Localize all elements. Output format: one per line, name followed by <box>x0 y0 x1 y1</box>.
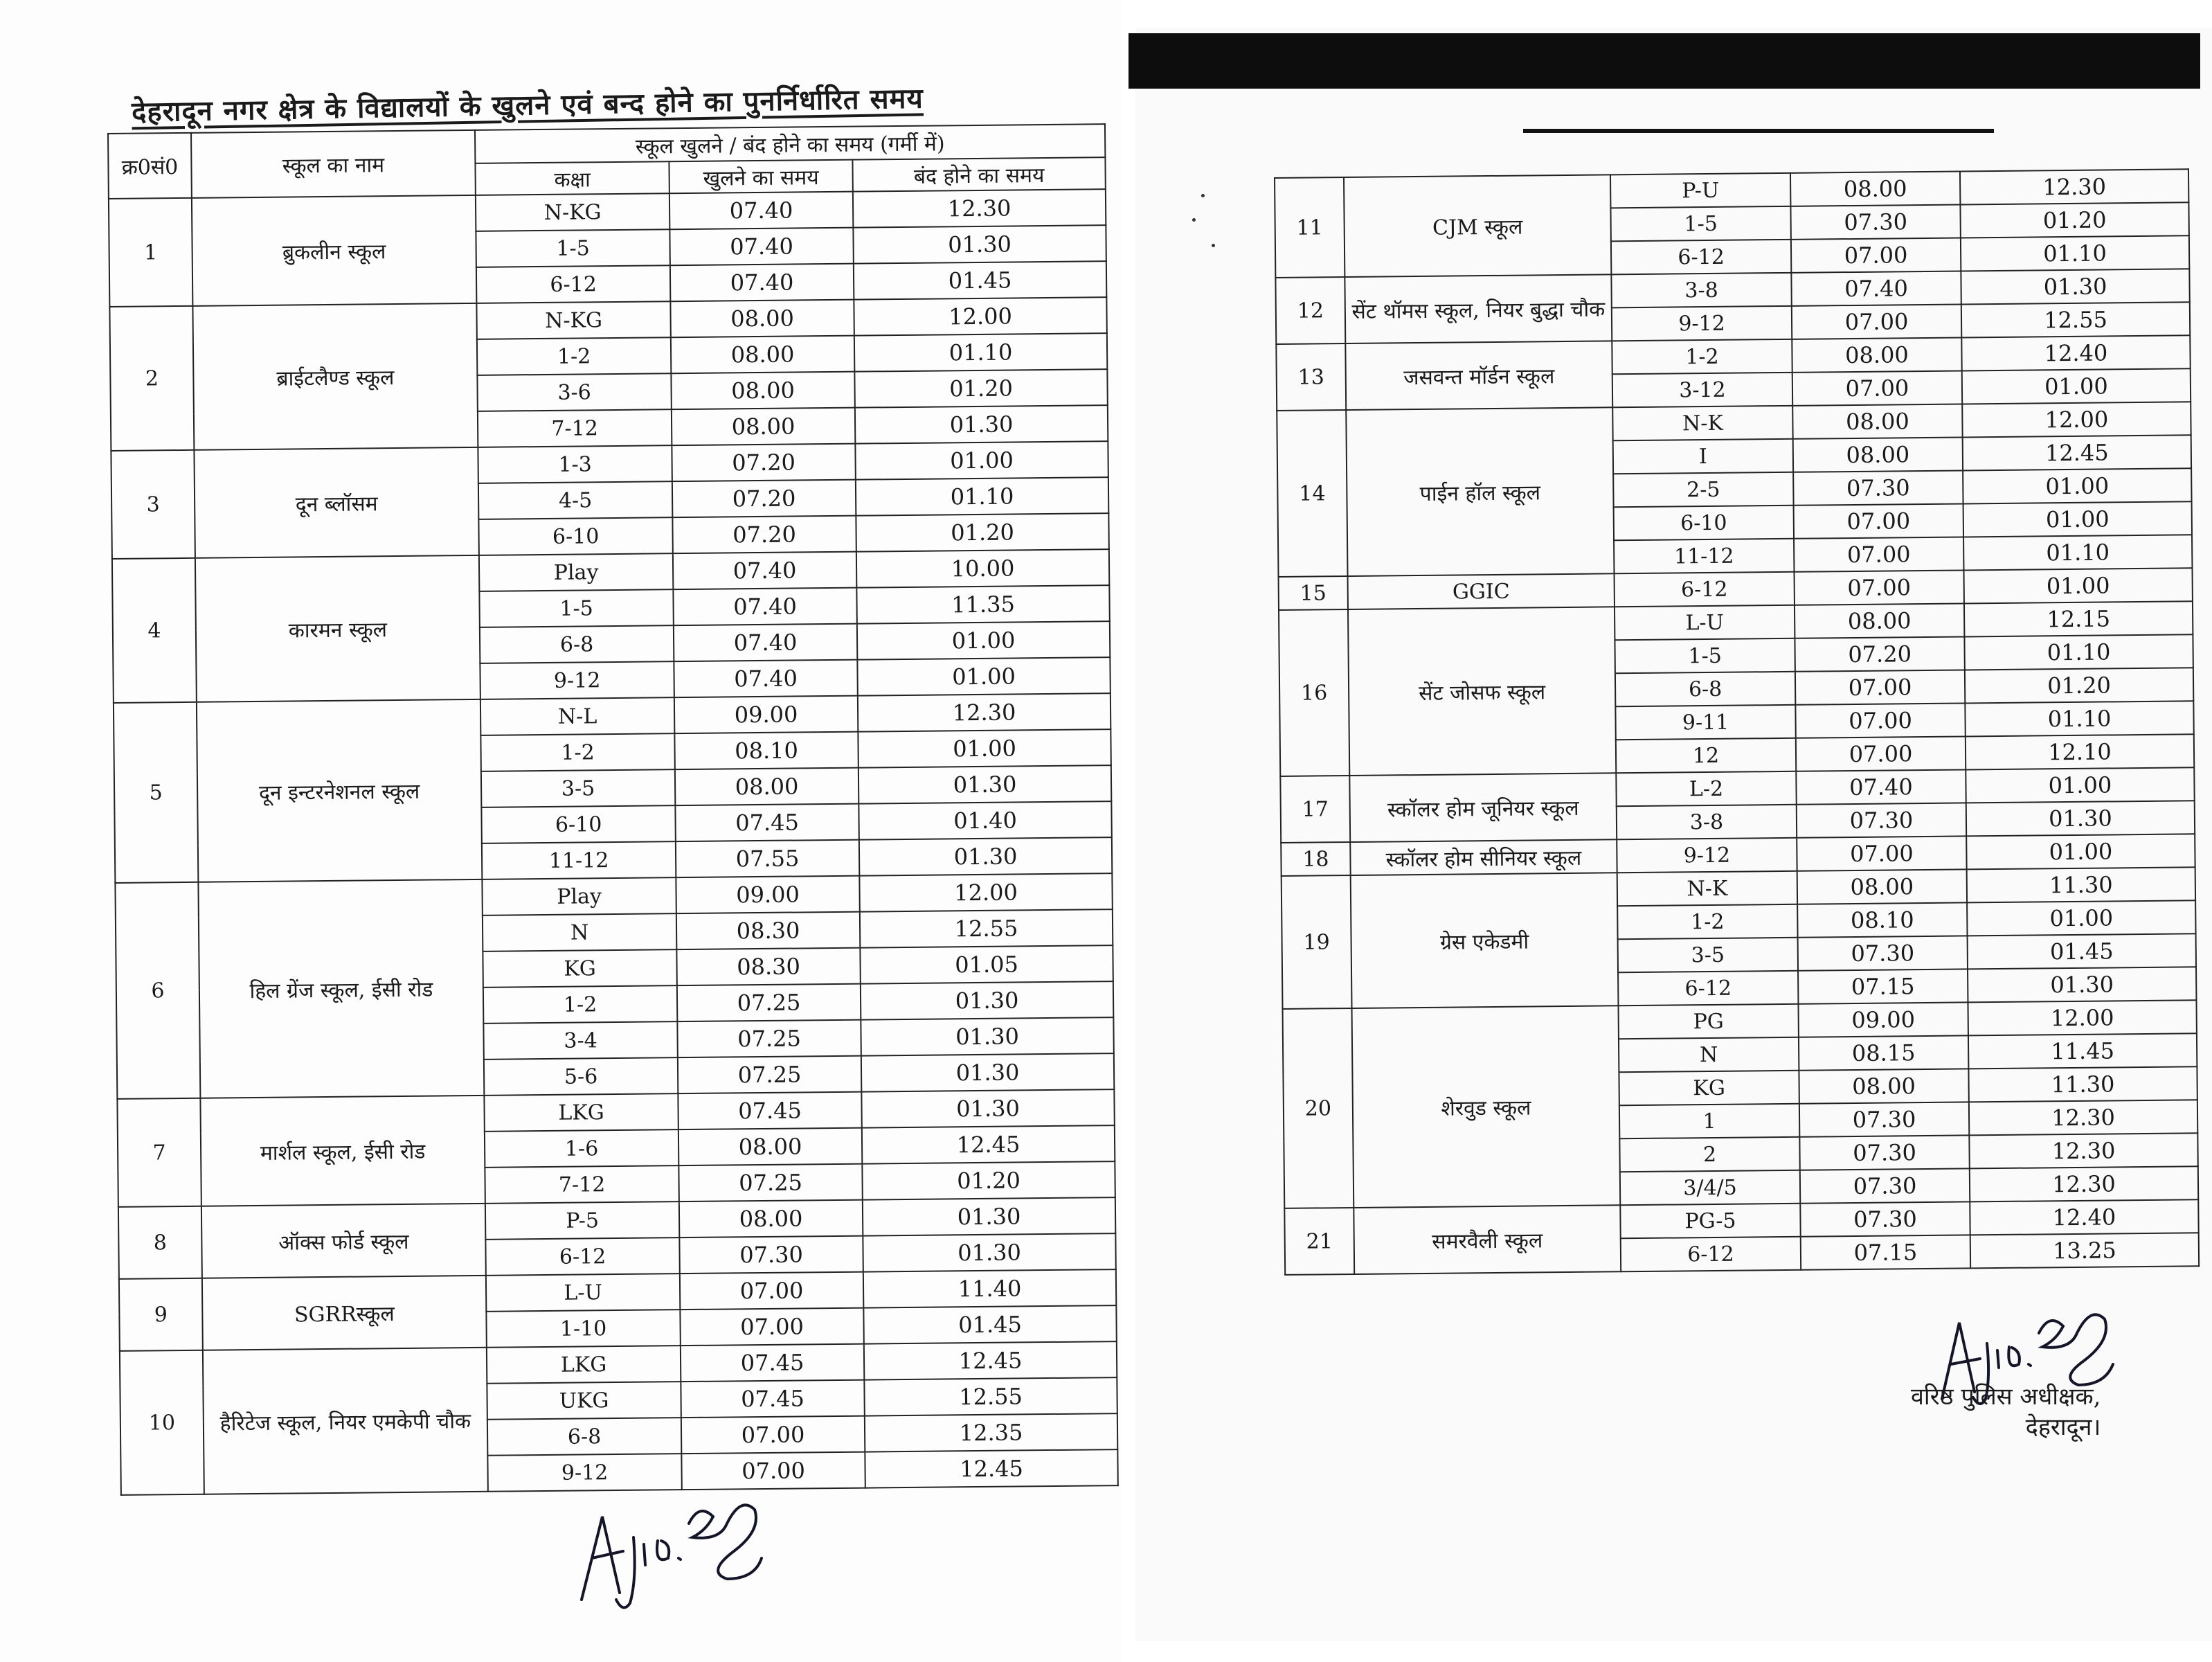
open-time-cell: 07.30 <box>1799 1102 1969 1136</box>
serial-number: 13 <box>1276 343 1346 411</box>
close-time-cell: 01.30 <box>861 1053 1115 1092</box>
serial-number: 6 <box>115 882 200 1099</box>
header-school-name: स्कूल का नाम <box>191 130 476 198</box>
close-time-cell: 01.30 <box>861 981 1114 1020</box>
close-time-cell: 11.40 <box>863 1269 1117 1308</box>
open-time-cell: 07.40 <box>669 228 853 266</box>
serial-number: 1 <box>109 198 192 307</box>
open-time-cell: 07.45 <box>681 1380 864 1418</box>
left-table-body <box>109 189 1118 1495</box>
close-time-cell: 12.55 <box>860 909 1113 948</box>
serial-number: 7 <box>117 1098 201 1207</box>
grade-cell: 9-12 <box>1612 306 1792 341</box>
grade-cell: 6-8 <box>480 625 674 663</box>
open-time-cell: 07.55 <box>676 840 859 878</box>
serial-number: 21 <box>1284 1208 1354 1275</box>
close-time-cell: 12.10 <box>1966 734 2194 769</box>
left-schedule-table <box>107 123 1119 1496</box>
open-time-cell: 07.40 <box>1791 271 1961 305</box>
close-time-cell: 11.30 <box>1967 867 2195 902</box>
close-time-cell: 01.00 <box>1963 468 2191 503</box>
open-time-cell: 07.00 <box>1792 370 1962 405</box>
grade-cell: 6-10 <box>1614 506 1794 540</box>
open-time-cell: 07.30 <box>1793 470 1963 505</box>
grade-cell: 3-8 <box>1611 273 1791 307</box>
grade-cell: 1-5 <box>476 229 669 267</box>
open-time-cell: 07.40 <box>674 624 857 662</box>
serial-number: 12 <box>1275 277 1345 344</box>
grade-cell: 3-8 <box>1617 805 1797 839</box>
close-time-cell: 13.25 <box>1970 1233 2199 1268</box>
grade-cell: N-L <box>480 697 674 735</box>
grade-cell: I <box>1613 439 1793 474</box>
close-time-cell: 12.40 <box>1961 335 2190 370</box>
grade-cell: 9-12 <box>480 661 674 699</box>
open-time-cell: 08.00 <box>679 1200 863 1238</box>
document-title: देहरादून नगर क्षेत्र के विद्यालयों के खुलने एवं बन्द होने का पुनर्निर्धारित समय <box>131 82 924 129</box>
serial-number: 9 <box>119 1278 203 1351</box>
grade-cell: 1-3 <box>478 445 672 483</box>
open-time-cell: 07.45 <box>681 1344 864 1382</box>
grade-cell: L-2 <box>1616 771 1796 806</box>
close-time-cell: 12.35 <box>865 1413 1118 1452</box>
close-time-cell: 01.00 <box>857 657 1111 696</box>
grade-cell: 6-12 <box>1615 572 1795 607</box>
grade-cell: 6-10 <box>478 517 672 555</box>
open-time-cell: 07.30 <box>1790 204 1960 239</box>
close-time-cell: 12.00 <box>859 873 1113 912</box>
close-time-cell: 12.45 <box>865 1449 1118 1488</box>
grade-cell: N <box>1619 1037 1799 1072</box>
close-time-cell: 01.45 <box>1968 933 2196 969</box>
open-time-cell: 08.15 <box>1799 1035 1968 1070</box>
open-time-cell: 08.00 <box>670 300 854 338</box>
open-time-cell: 07.40 <box>669 192 853 230</box>
open-time-cell: 07.25 <box>678 1164 862 1202</box>
close-time-cell: 01.10 <box>1964 634 2193 670</box>
signature-left-graphic <box>568 1475 775 1614</box>
open-time-cell: 07.00 <box>680 1272 863 1310</box>
close-time-cell: 01.10 <box>856 477 1109 516</box>
open-time-cell: 07.00 <box>1796 736 1966 771</box>
grade-cell: N-KG <box>476 301 670 339</box>
open-time-cell: 07.25 <box>678 1056 861 1094</box>
grade-cell: LKG <box>484 1093 678 1132</box>
grade-cell: 6-12 <box>485 1237 679 1276</box>
grade-cell: 7-12 <box>485 1165 678 1204</box>
open-time-cell: 07.30 <box>1797 803 1966 837</box>
open-time-cell: 07.25 <box>677 984 861 1022</box>
open-time-cell: 08.00 <box>678 1128 862 1166</box>
grade-cell: UKG <box>487 1382 681 1420</box>
close-time-cell: 12.30 <box>858 693 1111 732</box>
open-time-cell: 08.00 <box>1799 1069 1968 1103</box>
close-time-cell: 12.30 <box>853 189 1106 228</box>
grade-cell: 5-6 <box>484 1057 678 1096</box>
open-time-cell: 07.00 <box>1795 670 1965 704</box>
open-time-cell: 07.00 <box>1791 238 1961 272</box>
school-name: शेरवुड स्कूल <box>1352 1006 1621 1208</box>
close-time-cell: 01.30 <box>853 225 1106 264</box>
open-time-cell: 07.00 <box>680 1308 863 1346</box>
close-time-cell: 01.00 <box>1963 501 2192 537</box>
close-time-cell: 01.00 <box>857 621 1111 660</box>
scan-speck <box>1201 194 1205 197</box>
grade-cell: 1-2 <box>483 985 677 1024</box>
close-time-cell: 01.00 <box>1966 767 2194 803</box>
close-time-cell: 12.30 <box>1969 1100 2197 1135</box>
grade-cell: 9-11 <box>1615 705 1795 740</box>
header-grade: कक्षा <box>475 161 669 195</box>
header-close-time: बंद होने का समय <box>852 157 1105 192</box>
close-time-cell: 12.55 <box>1961 302 2190 337</box>
header-timing-group: स्कूल खुलने / बंद होने का समय (गर्मी में) <box>475 124 1105 163</box>
school-name: जसवन्त मॉर्डन स्कूल <box>1345 341 1612 410</box>
grade-cell: N-K <box>1612 406 1792 440</box>
close-time-cell: 01.30 <box>861 1017 1114 1056</box>
open-time-cell: 07.00 <box>681 1452 865 1490</box>
school-name: CJM स्कूल <box>1344 175 1611 277</box>
grade-cell: PG-5 <box>1620 1204 1800 1238</box>
close-time-cell: 01.10 <box>854 333 1108 372</box>
grade-cell: 6-12 <box>1618 971 1798 1006</box>
close-time-cell: 12.45 <box>862 1125 1115 1164</box>
close-time-cell: 01.45 <box>863 1305 1117 1344</box>
open-time-cell: 09.00 <box>1798 1002 1968 1037</box>
school-name: सेंट थॉमस स्कूल, नियर बुद्धा चौक <box>1345 274 1612 343</box>
close-time-cell: 01.20 <box>1960 202 2188 238</box>
grade-cell: N-KG <box>476 193 669 231</box>
close-time-cell: 01.40 <box>858 801 1112 840</box>
close-time-cell: 12.30 <box>1960 169 2188 204</box>
grade-cell: Play <box>482 877 676 915</box>
serial-number: 3 <box>111 450 195 559</box>
open-time-cell: 08.30 <box>676 912 860 950</box>
grade-cell: 9-12 <box>1617 838 1797 873</box>
open-time-cell: 09.00 <box>676 876 859 914</box>
open-time-cell: 07.20 <box>672 516 856 554</box>
open-time-cell: 07.30 <box>1800 1168 1970 1203</box>
grade-cell: KG <box>483 949 676 988</box>
open-time-cell: 07.40 <box>673 588 856 626</box>
open-time-cell: 08.00 <box>1793 437 1963 472</box>
school-name: ब्राईटलैण्ड स्कूल <box>192 303 478 450</box>
close-time-cell: 01.20 <box>854 369 1108 408</box>
close-time-cell: 01.20 <box>862 1161 1115 1200</box>
grade-cell: 6-10 <box>481 805 675 843</box>
open-time-cell: 08.00 <box>1790 171 1960 206</box>
grade-cell: 2-5 <box>1613 472 1793 507</box>
open-time-cell: 07.40 <box>673 552 856 590</box>
grade-cell: 3/4/5 <box>1620 1170 1800 1205</box>
open-time-cell: 07.40 <box>1796 769 1966 804</box>
grade-cell: 1-2 <box>477 337 671 375</box>
close-time-cell: 01.05 <box>860 945 1113 984</box>
grade-cell: 6-8 <box>1615 672 1795 706</box>
close-time-cell: 01.10 <box>1961 235 2189 271</box>
close-time-cell: 11.30 <box>1968 1066 2197 1102</box>
grade-cell: 3-6 <box>477 373 671 411</box>
grade-cell: N-K <box>1617 871 1797 906</box>
right-schedule-table <box>1274 168 2200 1276</box>
header-serial: क्र0सं0 <box>108 133 192 199</box>
open-time-cell: 07.20 <box>672 444 855 482</box>
close-time-cell: 01.30 <box>863 1197 1116 1236</box>
open-time-cell: 07.00 <box>1795 703 1965 738</box>
school-name: पाईन हॉल स्कूल <box>1346 407 1614 576</box>
grade-cell: 3-12 <box>1612 373 1792 407</box>
open-time-cell: 08.00 <box>671 372 854 410</box>
close-time-cell: 01.20 <box>1965 668 2193 703</box>
open-time-cell: 08.00 <box>1792 337 1961 372</box>
grade-cell: 6-8 <box>487 1418 681 1456</box>
open-time-cell: 07.00 <box>681 1416 865 1454</box>
open-time-cell: 07.45 <box>678 1092 861 1130</box>
open-time-cell: 08.10 <box>674 732 858 770</box>
designation-title: वरिष्ठ पुलिस अधीक्षक, <box>1911 1383 2101 1411</box>
close-time-cell: 01.30 <box>861 1089 1115 1128</box>
school-name: स्कॉलर होम सीनियर स्कूल <box>1350 839 1617 875</box>
open-time-cell: 08.00 <box>1792 404 1962 438</box>
grade-cell: PG <box>1619 1004 1799 1039</box>
serial-number: 14 <box>1277 410 1347 577</box>
serial-number: 19 <box>1282 875 1352 1009</box>
scan-speck <box>1212 244 1215 247</box>
open-time-cell: 08.00 <box>1795 603 1964 638</box>
grade-cell: 3-4 <box>483 1021 677 1060</box>
close-time-cell: 01.00 <box>1963 568 2192 603</box>
grade-cell: 6-12 <box>476 265 670 303</box>
grade-cell: 1-5 <box>1610 206 1790 241</box>
school-name: स्कॉलर होम जूनियर स्कूल <box>1349 773 1617 842</box>
close-time-cell: 12.30 <box>1969 1133 2197 1168</box>
close-time-cell: 12.00 <box>1968 1000 2196 1035</box>
close-time-cell: 01.30 <box>859 837 1113 876</box>
grade-cell: 11-12 <box>482 841 676 879</box>
open-time-cell: 07.00 <box>1794 503 1963 538</box>
grade-cell: 1-6 <box>485 1129 678 1168</box>
school-name: दून ब्लॉसम <box>194 447 478 558</box>
serial-number: 15 <box>1279 576 1348 610</box>
serial-number: 11 <box>1275 177 1345 278</box>
open-time-cell: 07.00 <box>1792 304 1961 339</box>
close-time-cell: 12.45 <box>1963 435 2191 470</box>
grade-cell: 1-2 <box>480 733 674 771</box>
serial-number: 2 <box>109 306 194 451</box>
serial-number: 17 <box>1280 776 1350 843</box>
grade-cell: P-U <box>1610 173 1790 208</box>
grade-cell: P-5 <box>485 1201 679 1240</box>
open-time-cell: 07.30 <box>1798 936 1968 970</box>
school-name: सेंट जोसफ स्कूल <box>1348 607 1616 776</box>
scan-stray-line <box>1523 129 1994 133</box>
close-time-cell: 01.30 <box>858 765 1112 804</box>
open-time-cell: 08.00 <box>1797 869 1967 904</box>
grade-cell: 1-2 <box>1612 339 1792 374</box>
open-time-cell: 07.00 <box>1794 537 1963 571</box>
open-time-cell: 09.00 <box>674 696 858 734</box>
serial-number: 4 <box>112 558 197 703</box>
close-time-cell: 11.45 <box>1968 1033 2197 1069</box>
designation-block <box>1911 1382 2101 1442</box>
school-name: दून इन्टरनेशनल स्कूल <box>197 699 482 882</box>
school-name: ब्रुकलीन स्कूल <box>192 195 476 306</box>
grade-cell: 12 <box>1616 738 1796 773</box>
grade-cell: 2 <box>1619 1137 1799 1172</box>
close-time-cell: 01.45 <box>854 261 1107 300</box>
grade-cell: 1-5 <box>1615 638 1795 673</box>
open-time-cell: 07.20 <box>672 480 856 518</box>
grade-cell: N <box>483 913 676 951</box>
close-time-cell: 12.15 <box>1964 601 2193 636</box>
close-time-cell: 12.30 <box>1970 1166 2198 1201</box>
serial-number: 18 <box>1281 842 1350 876</box>
close-time-cell: 01.30 <box>1966 801 2195 836</box>
grade-cell: L-U <box>486 1274 680 1312</box>
open-time-cell: 07.15 <box>1801 1235 1970 1269</box>
close-time-cell: 10.00 <box>856 549 1110 588</box>
close-time-cell: 01.20 <box>856 513 1109 552</box>
header-open-time: खुलने का समय <box>669 160 852 194</box>
signature-left <box>568 1475 775 1616</box>
grade-cell: 3-5 <box>481 769 675 807</box>
open-time-cell: 07.30 <box>1800 1201 1970 1236</box>
close-time-cell: 01.10 <box>1965 701 2193 736</box>
serial-number: 5 <box>114 702 198 883</box>
school-name: मार्शल स्कूल, ईसी रोड <box>200 1096 485 1206</box>
grade-cell: LKG <box>487 1346 681 1384</box>
grade-cell: 11-12 <box>1614 539 1794 573</box>
open-time-cell: 07.25 <box>677 1020 861 1058</box>
school-name: ऑक्स फोर्ड स्कूल <box>201 1204 486 1278</box>
grade-cell: 1-2 <box>1617 904 1797 939</box>
right-table-body <box>1275 169 2199 1275</box>
designation-place: देहरादून। <box>2025 1413 2101 1441</box>
grade-cell: 6-12 <box>1621 1237 1801 1271</box>
grade-cell: 1 <box>1619 1104 1799 1138</box>
close-time-cell: 12.40 <box>1970 1199 2198 1235</box>
grade-cell: L-U <box>1615 605 1795 640</box>
grade-cell: 1-10 <box>486 1310 680 1348</box>
close-time-cell: 01.00 <box>858 729 1111 768</box>
open-time-cell: 08.30 <box>676 948 860 986</box>
open-time-cell: 07.00 <box>1795 570 1964 605</box>
school-name: SGRRस्कूल <box>202 1276 487 1350</box>
grade-cell: KG <box>1619 1071 1799 1105</box>
close-time-cell: 12.00 <box>1962 402 2191 437</box>
close-time-cell: 01.30 <box>863 1233 1116 1272</box>
open-time-cell: 08.00 <box>672 408 855 446</box>
serial-number: 8 <box>118 1206 202 1279</box>
open-time-cell: 08.00 <box>671 336 854 374</box>
close-time-cell: 01.00 <box>855 441 1108 480</box>
school-name: हिल ग्रेंज स्कूल, ईसी रोड <box>198 879 484 1098</box>
open-time-cell: 07.15 <box>1798 969 1968 1003</box>
close-time-cell: 11.35 <box>856 585 1110 624</box>
close-time-cell: 12.00 <box>854 297 1107 336</box>
open-time-cell: 07.40 <box>674 660 857 698</box>
open-time-cell: 07.20 <box>1795 636 1964 671</box>
serial-number: 16 <box>1279 609 1349 776</box>
grade-cell: Play <box>479 553 673 591</box>
scan-speck <box>1192 218 1196 222</box>
school-name: समरवैली स्कूल <box>1354 1205 1621 1274</box>
open-time-cell: 08.00 <box>675 768 858 806</box>
serial-number: 20 <box>1283 1008 1354 1208</box>
close-time-cell: 01.00 <box>1962 368 2191 404</box>
close-time-cell: 01.00 <box>1967 900 2195 936</box>
close-time-cell: 01.30 <box>855 405 1108 444</box>
grade-cell: 1-5 <box>479 589 673 627</box>
close-time-cell: 12.55 <box>864 1377 1117 1416</box>
close-time-cell: 01.10 <box>1963 535 2192 570</box>
close-time-cell: 01.30 <box>1961 269 2189 304</box>
close-time-cell: 01.30 <box>1968 967 2196 1002</box>
grade-cell: 9-12 <box>487 1454 681 1492</box>
close-time-cell: 01.00 <box>1966 834 2195 869</box>
serial-number: 10 <box>120 1350 204 1495</box>
grade-cell: 4-5 <box>478 481 672 519</box>
school-name: कारमन स्कूल <box>195 555 480 702</box>
grade-cell: 7-12 <box>478 409 672 447</box>
scan-shadow-band <box>1129 33 2200 89</box>
close-time-cell: 12.45 <box>864 1341 1117 1380</box>
open-time-cell: 07.00 <box>1797 836 1966 870</box>
grade-cell: 3-5 <box>1618 938 1798 972</box>
school-name: ग्रेस एकेडमी <box>1351 873 1619 1008</box>
grade-cell: 6-12 <box>1611 240 1791 274</box>
open-time-cell: 08.10 <box>1797 902 1967 937</box>
open-time-cell: 07.45 <box>675 804 858 842</box>
school-name: हैरिटेज स्कूल, नियर एमकेपी चौक <box>203 1348 488 1494</box>
open-time-cell: 07.40 <box>670 264 854 302</box>
school-name: GGIC <box>1348 573 1615 609</box>
open-time-cell: 07.30 <box>679 1236 863 1274</box>
open-time-cell: 07.30 <box>1799 1135 1969 1170</box>
